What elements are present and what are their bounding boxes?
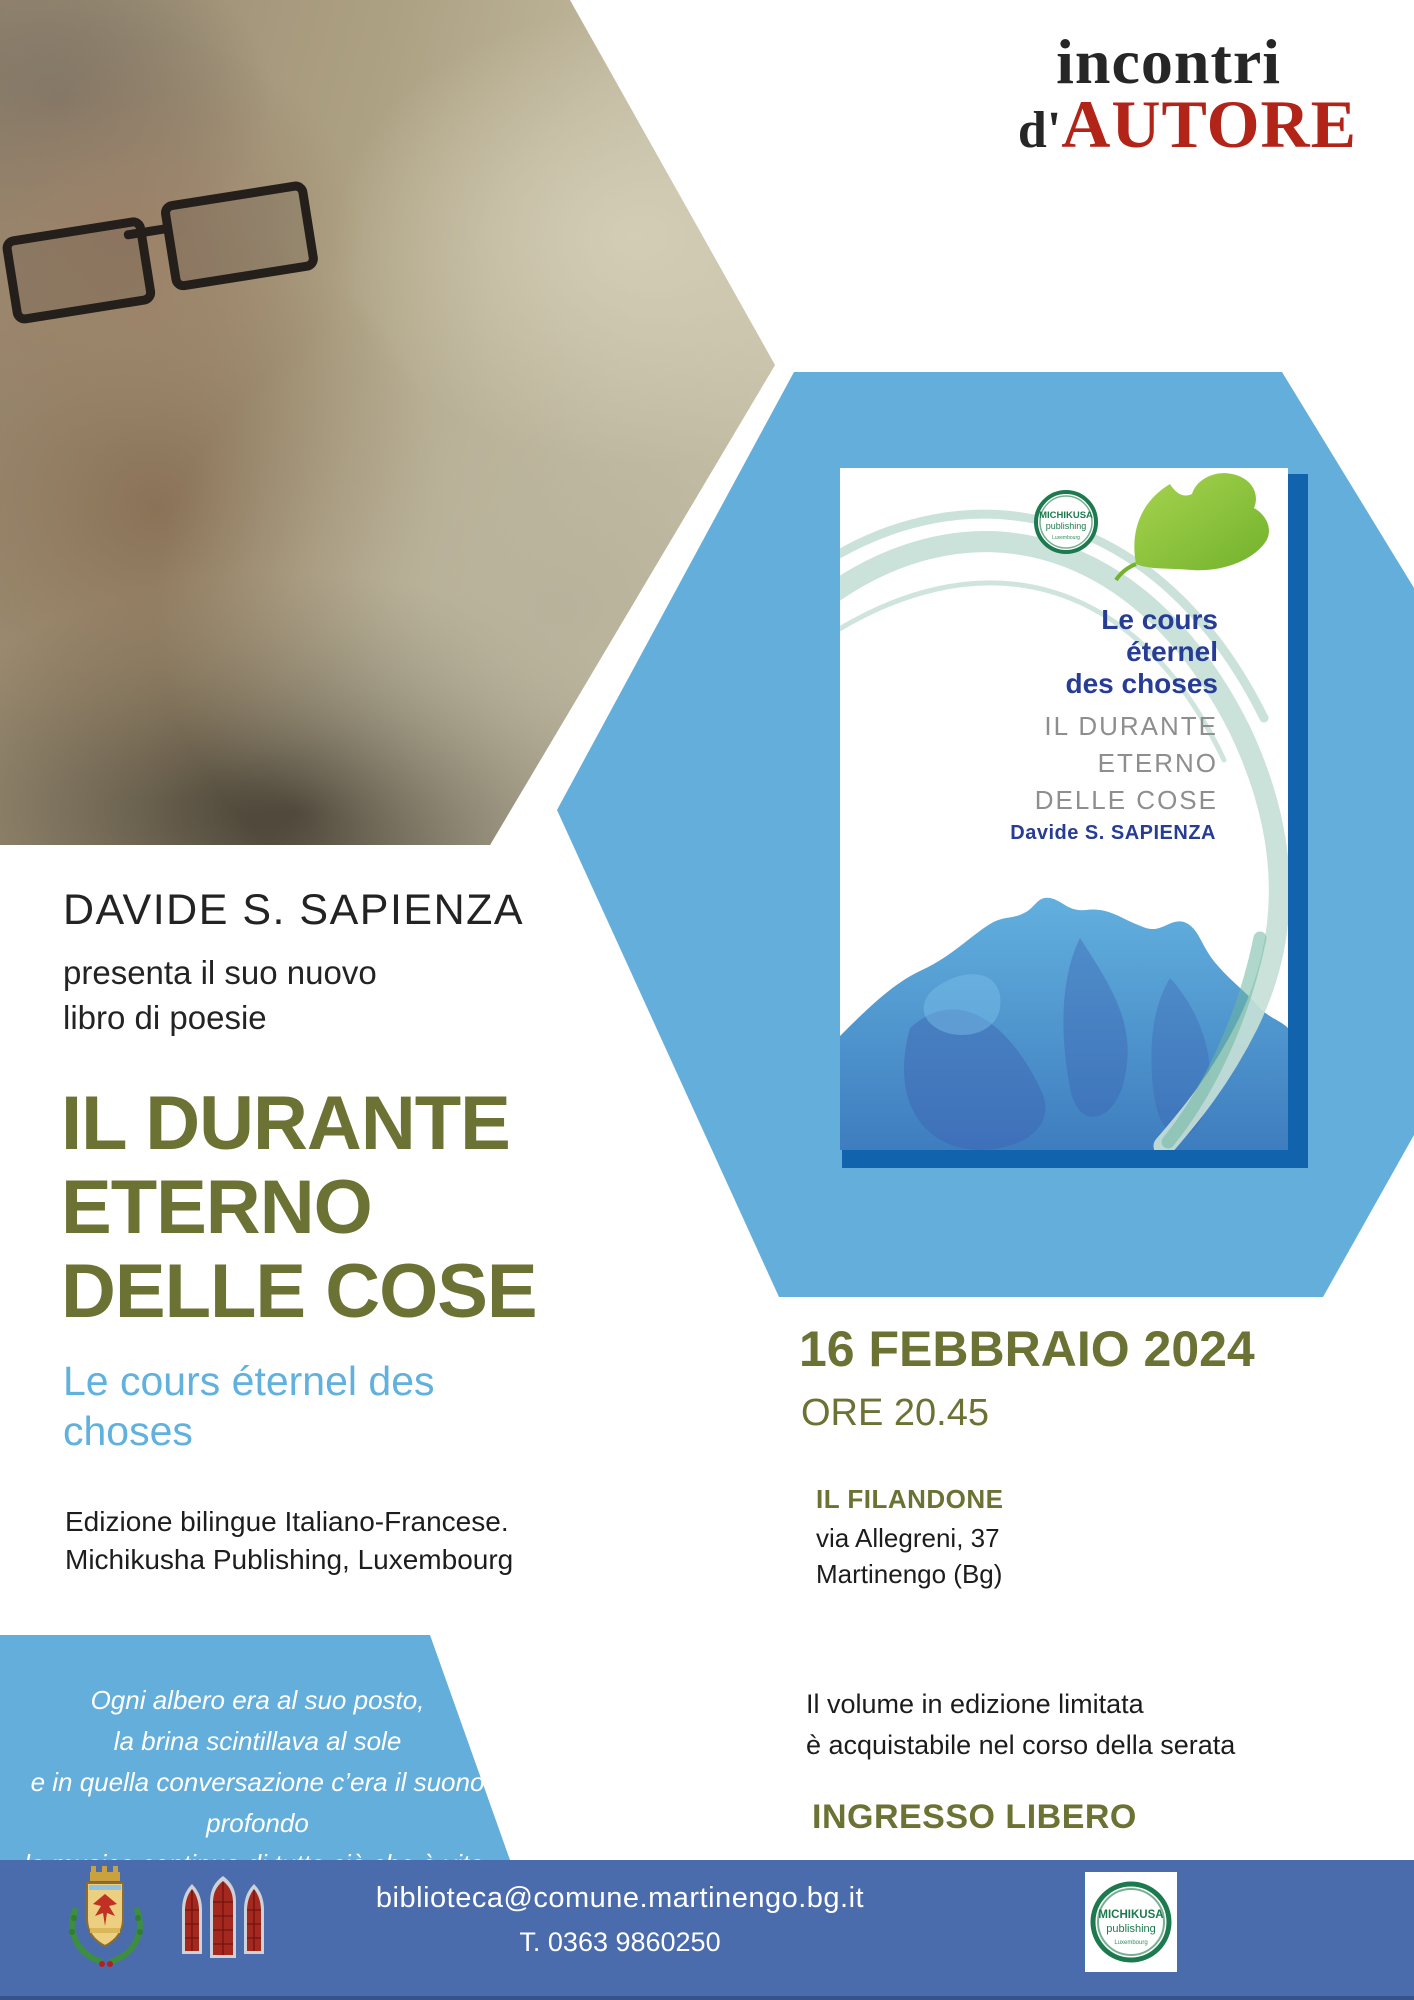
quote-line: e in quella conversazione c’era il suono profondo [30,1767,485,1838]
footer-contact [190,1882,1050,1958]
svg-text:MICHIKUSA: MICHIKUSA [1098,1909,1164,1921]
cover-title-line: Le cours [1101,604,1218,635]
municipal-coat-of-arms-icon [60,1866,150,1970]
author-subtitle [63,950,377,1040]
event-city: Martinengo (Bg) [816,1559,1003,1589]
footer-bottom-strip [0,1996,1414,2000]
cover-title [1065,604,1218,700]
sale-note-line: Il volume in edizione limitata [806,1689,1144,1719]
sale-note [806,1684,1235,1766]
book-cover-front [840,468,1288,1150]
svg-text:Luxembourg: Luxembourg [1052,535,1080,541]
book-title-french-line: Le cours éternel des [63,1358,435,1404]
michikusa-logo [1085,1872,1177,1972]
cover-author: Davide S. SAPIENZA [1010,822,1216,844]
svg-text:publishing: publishing [1045,521,1087,531]
cover-title-line: des choses [1065,668,1218,699]
book-cover [840,468,1308,1168]
logo-word-autore: AUTORE [1061,86,1357,162]
footer-phone: T. 0363 9860250 [519,1927,721,1957]
sale-note-line: è acquistabile nel corso della serata [806,1730,1236,1760]
book-edge-bottom [842,1150,1308,1168]
event-address [816,1520,1002,1592]
edition-line: Michikusha Publishing, Luxembourg [65,1544,514,1575]
cover-subtitle [1035,708,1218,819]
footer-email: biblioteca@comune.martinengo.bg.it [375,1882,865,1914]
event-venue: IL FILANDONE [816,1484,1004,1514]
event-time: ORE 20.45 [801,1392,989,1434]
cover-subtitle-line: IL DURANTE [1044,711,1218,741]
cover-subtitle-line: ETERNO [1097,748,1218,778]
glasses-icon [0,175,339,316]
watercolor-wave [840,898,1288,1150]
book-title-italian [61,1082,537,1334]
quote-text [0,1680,515,1885]
book-title-line: IL DURANTE [61,1081,510,1166]
event-date: 16 FEBBRAIO 2024 [799,1321,1255,1377]
svg-text:MICHIKUSA: MICHIKUSA [1039,510,1093,521]
logo-word-incontri: incontri [1056,26,1281,97]
book-title-french-line: choses [63,1408,193,1454]
edition-line: Edizione bilingue Italiano-Francese. [65,1506,509,1537]
cover-title-line: éternel [1126,636,1218,667]
ginkgo-leaf-icon [1116,473,1269,580]
michikusa-logo [1036,492,1096,552]
svg-text:publishing: publishing [1106,1923,1156,1935]
incontri-dautore-logo [1017,26,1357,162]
book-title-line: DELLE COSE [61,1249,537,1334]
free-entry-label: INGRESSO LIBERO [812,1798,1137,1836]
book-edge-right [1288,474,1308,1168]
edition-note [65,1503,513,1579]
quote-line: Ogni albero era al suo posto, [90,1685,425,1715]
book-title-line: ETERNO [61,1165,372,1250]
book-title-french [63,1356,435,1456]
svg-text:Luxembourg: Luxembourg [1114,1940,1148,1946]
cover-subtitle-line: DELLE COSE [1034,785,1218,815]
logo-apostrophe-d: d' [1017,102,1062,159]
author-subtitle-line: presenta il suo nuovo [63,954,377,991]
event-street: via Allegreni, 37 [816,1523,1000,1553]
author-name: DAVIDE S. SAPIENZA [63,886,525,934]
author-subtitle-line: libro di poesie [63,999,267,1036]
quote-line: la brina scintillava al sole [113,1726,402,1756]
